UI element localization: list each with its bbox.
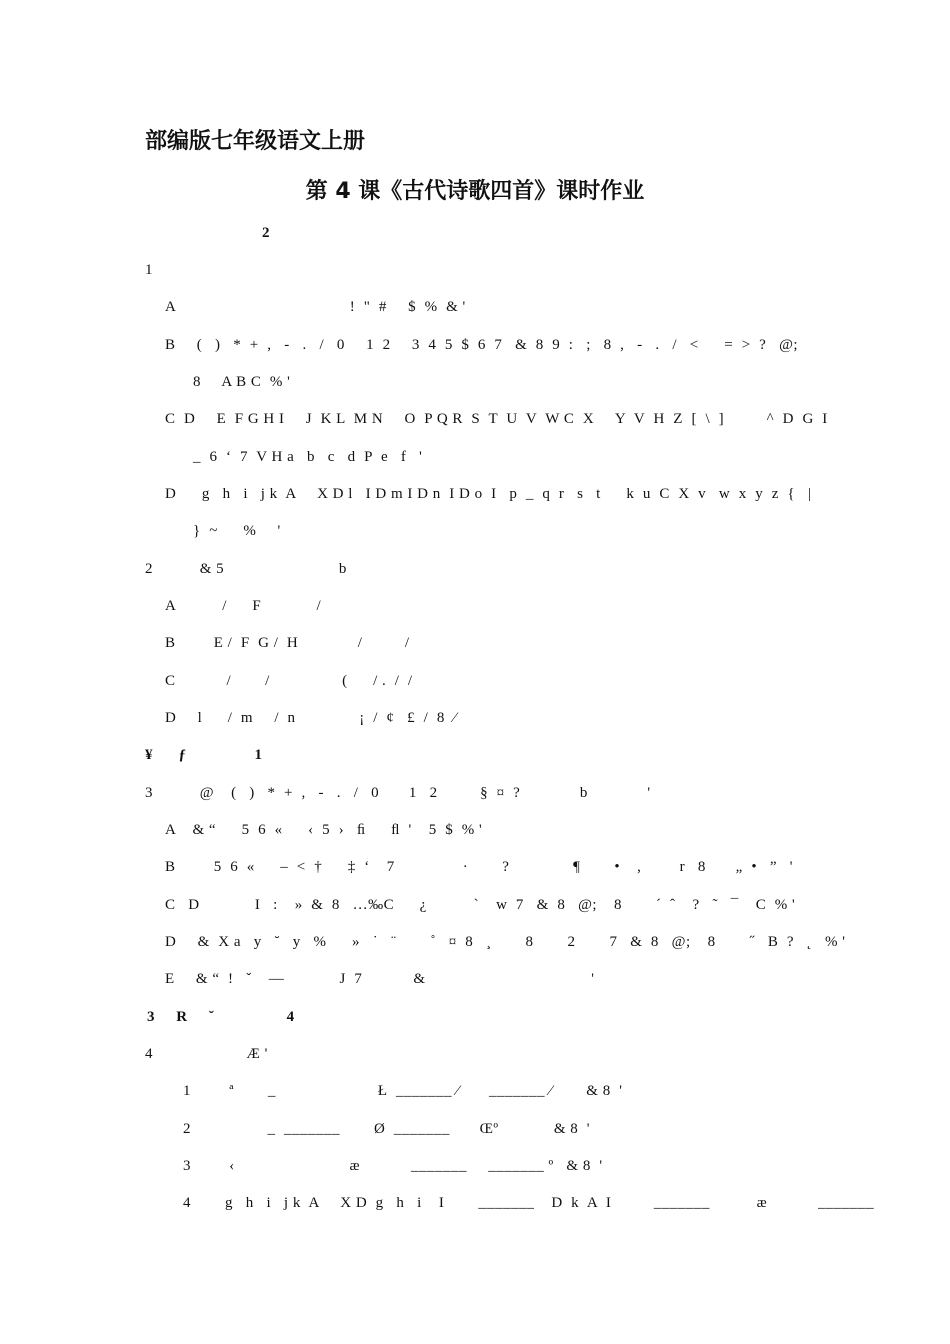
option-line: D & X a y ˘ y % » ˙ ¨ ˚ ¤ 8 ¸ 8 2 7 & 8 @; 8 ˝ B ? ˛ % '	[165, 934, 846, 950]
fill-blank-line: 2 _ _______ Ø _______ Œº & 8 '	[183, 1121, 590, 1137]
option-line: D l / m / n ¡ / ¢ £ / 8 ⁄	[165, 710, 457, 726]
option-line: C D I : » & 8 …‰C ¿ ` w 7 & 8 @; 8 ´ ˆ ? ˜ ¯ C % '	[165, 897, 796, 913]
option-line: A & “ 5 6 « ‹ 5 › ﬁ ﬂ ' 5 $ % '	[165, 822, 483, 838]
option-line: B 5 6 « – < † ‡ ‘ 7 · ? ¶ • , r 8 „ • ” '	[165, 859, 793, 875]
option-line: B ( ) * + , - . / 0 1 2 3 4 5 $ 6 7 & 8 9 : ; 8 , - . / < = > ? @;	[165, 337, 799, 353]
fill-blank-line: 4 g h i j k A X D g h i I _______ D k A I _______ æ _______	[183, 1195, 875, 1211]
section-heading: 2	[262, 225, 270, 241]
question-line: 3 @ ( ) * + , - . / 0 1 2 § ¤ ? b '	[145, 785, 651, 801]
lesson-title: 第 4 课《古代诗歌四首》课时作业	[305, 179, 645, 204]
section-heading: 3 R ˘ 4	[147, 1009, 295, 1025]
fill-blank-line: 3 ‹ æ _______ _______ º & 8 '	[183, 1158, 603, 1174]
option-continuation: 8 A B C % '	[193, 374, 291, 390]
document-title: 部编版七年级语文上册	[145, 129, 366, 154]
option-line: A / F /	[165, 598, 322, 614]
option-line: E & “ ! ˇ — J 7 & '	[165, 971, 595, 987]
fill-blank-line: 1 ª _ Ł _______ ⁄ _______ ⁄ & 8 '	[183, 1083, 623, 1099]
option-line: C / / ( / . / /	[165, 673, 413, 689]
question-number: 1	[145, 262, 153, 278]
option-continuation: } ~ % '	[193, 523, 281, 539]
option-line: B E / F G / H / /	[165, 635, 410, 651]
section-heading: ¥ ƒ 1	[145, 747, 263, 763]
option-line: C D E F G H I J K L M N O P Q R S T U V W C X Y V H Z [ \ ] ^ D G I	[165, 411, 828, 427]
option-continuation: _ 6 ‘ 7 V H a b c d P e f '	[193, 449, 423, 465]
question-line: 4 Æ '	[145, 1046, 268, 1062]
option-line: D g h i j k A X D l I D m I D n I D o I p _ q r s t k u C X v w x y z { |	[165, 486, 812, 502]
option-line: A ! " # $ % & '	[165, 299, 466, 315]
question-line: 2 & 5 b	[145, 561, 347, 577]
